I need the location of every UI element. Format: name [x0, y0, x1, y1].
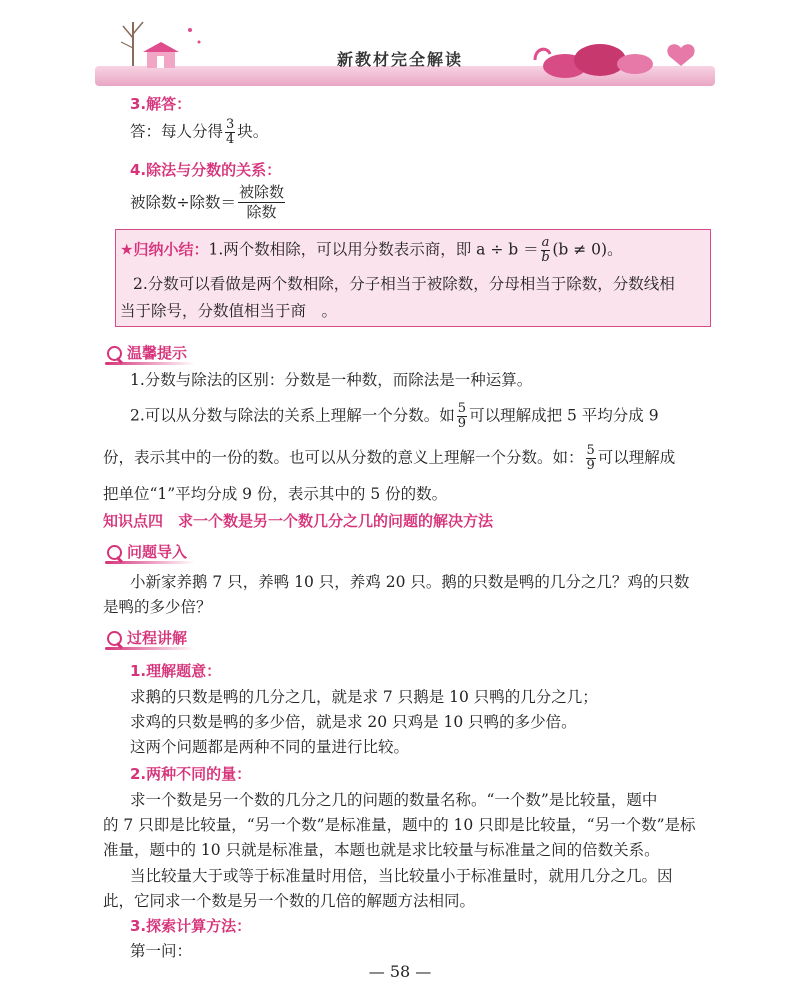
dot-icon — [198, 41, 201, 44]
division-fraction-formula: 被除数÷除数＝ $\frac{\text{被除数}}{\text{除数}}$ — [130, 183, 285, 221]
section-3-title: 3.解答： — [130, 95, 192, 113]
process-step-2-title: 2.两种不同的量： — [130, 765, 252, 783]
process-heading: 过程讲解 — [107, 626, 187, 650]
tip-paragraph-2-line-3: 把单位“1”平均分成 9 份，表示其中的 5 份的数。 — [103, 485, 448, 503]
process-underline — [105, 647, 195, 650]
intro-underline — [105, 561, 195, 564]
section-4-title: 4.除法与分数的关系： — [130, 161, 282, 179]
process-step-3-line-1: 第一问： — [130, 942, 193, 960]
header-title: 新教材完全解读 — [336, 50, 463, 69]
dot-icon — [188, 28, 192, 32]
tip-underline — [105, 362, 195, 365]
magnifier-icon — [107, 545, 123, 561]
process-step-2-line-5: 此，它同求一个数是另一个数的几倍的解题方法相同。 — [103, 892, 476, 910]
process-step-1-line-1: 求鹅的只数是鸭的几分之几，就是求 7 只鹅是 10 只鸭的几分之几； — [130, 688, 598, 706]
process-step-1-line-2: 求鸡的只数是鸭的多少倍，就是求 20 只鸡是 10 只鸭的多少倍。 — [130, 713, 577, 731]
magnifier-icon — [107, 631, 123, 647]
fraction-3-4: $\frac{3}{4}$ — [226, 117, 235, 147]
magnifier-icon — [107, 346, 123, 362]
knowledge-point-4-title: 知识点四 求一个数是另一个数几分之几的问题的解决方法 — [103, 512, 494, 530]
process-step-2-line-4: 当比较量大于或等于标准量时用倍，当比较量小于标准量时，就用几分之几。因 — [130, 867, 673, 885]
summary-line-1: ★归纳小结：1.两个数相除，可以用分数表示商，即 a ÷ b ＝ $\frac{a}{b}$ (b ≠ 0)。 — [120, 235, 623, 265]
tip-paragraph-2-line-1: 2.可以从分数与除法的关系上理解一个分数。如 $\frac{5}{9}$ 可以理解成把 5 平均分成 9 — [130, 401, 659, 431]
process-step-1-title: 1.理解题意： — [130, 662, 222, 680]
process-step-2-line-1: 求一个数是另一个数的几分之几的问题的数量名称。“一个数”是比较量，题中 — [130, 791, 658, 809]
tip-paragraph-2-line-2: 份，表示其中的一份的数。也可以从分数的意义上理解一个分数。如： $\frac{5}{9}$ 可以理解成 — [103, 443, 676, 473]
tip-heading: 温馨提示 — [107, 341, 187, 365]
process-step-1-line-3: 这两个问题都是两种不同的量进行比较。 — [130, 738, 410, 756]
intro-line-1: 小新家养鹅 7 只，养鸭 10 只，养鸡 20 只。鹅的只数是鸭的几分之几？鸡的只数 — [130, 573, 690, 591]
tip-paragraph-1: 1.分数与除法的区别：分数是一种数，而除法是一种运算。 — [130, 371, 533, 389]
process-step-2-line-2: 的 7 只即是比较量，“另一个数”是标准量，题中的 10 只即是比较量，“另一个数”是标 — [103, 816, 696, 834]
section-3-answer: 答：每人分得 $\frac{3}{4}$ 块。 — [130, 117, 269, 147]
intro-line-2: 是鸭的多少倍？ — [103, 598, 212, 616]
process-step-3-title: 3.探索计算方法： — [130, 917, 252, 935]
page-number: — 58 — — [368, 962, 432, 981]
process-step-2-line-3: 准量，题中的 10 只就是标准量，本题也就是求比较量与标准量之间的倍数关系。 — [103, 841, 660, 859]
summary-line-2: 2.分数可以看做是两个数相除，分子相当于被除数，分母相当于除数，分数线相 — [133, 275, 675, 293]
intro-heading: 问题导入 — [107, 540, 187, 564]
summary-line-3: 当于除号，分数值相当于商 。 — [120, 302, 338, 320]
